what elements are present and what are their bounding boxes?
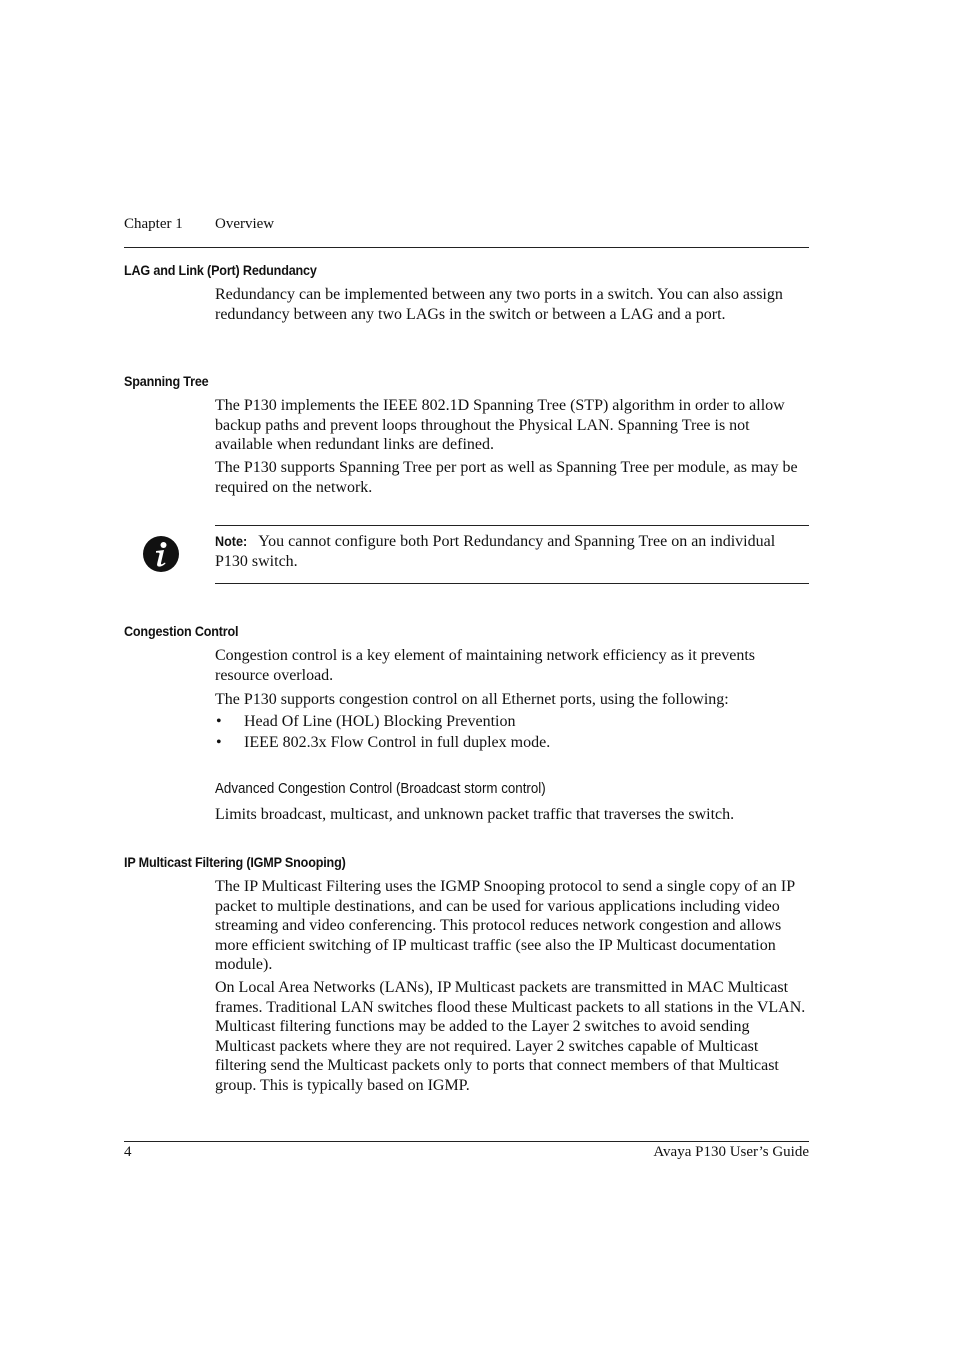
bullet-glyph: •: [216, 713, 222, 730]
section-heading-igmp: IP Multicast Filtering (IGMP Snooping): [124, 854, 346, 870]
info-icon: [143, 536, 179, 572]
note-box: [215, 532, 809, 571]
note-top-rule: [215, 525, 809, 526]
lag-paragraph: Redundancy can be implemented between any two ports in a switch. You can also assign redundancy between any two LAGs in the switch or between a LAG and a port.: [215, 286, 783, 323]
section-heading-spanning-tree: Spanning Tree: [124, 373, 209, 389]
congestion-paragraph-1: Congestion control is a key element of maintaining network efficiency as it prevents resource overload.: [215, 647, 755, 684]
igmp-paragraph-1: The IP Multicast Filtering uses the IGMP Snooping protocol to send a single copy of an IP packet to multiple destinations, and can be used for various applications including video streaming and video conferencing. This protocol reduces network congestion and allows more efficient switching of IP multicast traffic (see also the IP Multicast documentation module).: [215, 878, 795, 973]
header-rule: [124, 247, 809, 248]
footer-rule: [124, 1141, 809, 1142]
congestion-bullet-list: [215, 711, 809, 753]
note-bottom-rule: [215, 583, 809, 584]
header-chapter: Chapter 1: [124, 216, 183, 232]
note-label: Note:: [215, 533, 248, 549]
bullet-glyph: •: [216, 734, 222, 751]
congestion-subheading: Advanced Congestion Control (Broadcast storm control): [215, 781, 546, 797]
congestion-paragraph-2: The P130 supports congestion control on all Ethernet ports, using the following:: [215, 691, 729, 708]
congestion-paragraph-3: Limits broadcast, multicast, and unknown packet traffic that traverses the switch.: [215, 806, 735, 823]
footer-title: Avaya P130 User’s Guide: [653, 1144, 809, 1160]
header-title: Overview: [215, 216, 275, 232]
igmp-paragraph-2: On Local Area Networks (LANs), IP Multicast packets are transmitted in MAC Multicast frames. Traditional LAN switches flood these Multicast packets to all stations in the VLAN. Multicast filtering functions may be added to the Layer 2 switches to avoid sending Multicast packets where they are not required. Layer 2 switches capable of Multicast filtering send the Multicast packets only to ports that connect members of that Multicast group. This is typically based on IGMP.: [215, 979, 806, 1094]
list-item: [215, 732, 809, 753]
list-item-text: Head Of Line (HOL) Blocking Prevention: [244, 713, 516, 730]
section-heading-lag: LAG and Link (Port) Redundancy: [124, 262, 317, 278]
stp-paragraph-2: The P130 supports Spanning Tree per port as well as Spanning Tree per module, as may be required on the network.: [215, 459, 798, 496]
section-heading-congestion: Congestion Control: [124, 623, 239, 639]
list-item: [215, 711, 809, 732]
page-number: 4: [124, 1144, 132, 1160]
stp-paragraph-1: The P130 implements the IEEE 802.1D Spanning Tree (STP) algorithm in order to allow backup paths and prevent loops throughout the Physical LAN. Spanning Tree is not available when redundant links are defined.: [215, 397, 785, 453]
note-text: You cannot configure both Port Redundancy and Spanning Tree on an individual P130 switch.: [215, 533, 776, 570]
list-item-text: IEEE 802.3x Flow Control in full duplex mode.: [244, 734, 551, 751]
